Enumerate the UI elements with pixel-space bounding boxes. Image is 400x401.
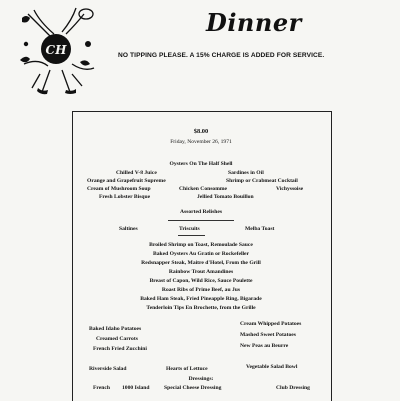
entree-item: Baked Ham Steak, Fried Pineapple Ring, Bigarade xyxy=(140,296,262,302)
dressings-label: Dressings: xyxy=(188,376,214,382)
menu-date: Friday, November 26, 1971 xyxy=(170,139,232,145)
side-creamed-carrots: Creamed Carrots xyxy=(96,336,138,342)
starter-bouillon: Jellied Tomato Bouillon xyxy=(197,194,254,200)
salad-riverside: Riverside Salad xyxy=(89,366,127,372)
cracker-saltines: Saltines xyxy=(119,226,138,232)
entree-item: Roast Ribs of Prime Beef, au Jus xyxy=(161,287,241,293)
starter-grapefruit: Orange and Grapefruit Supreme xyxy=(87,178,166,184)
service-charge-notice: NO TIPPING PLEASE. A 15% CHARGE IS ADDED FOR SERVICE. xyxy=(118,52,325,59)
salad-hearts: Hearts of Lettuce xyxy=(166,366,208,372)
starter-oysters: Oysters On The Half Shell xyxy=(169,161,233,167)
dressing-club: Club Dressing xyxy=(276,385,310,391)
entree-item: Baked Oysters Au Gratin or Rockefeller xyxy=(152,251,250,257)
side-french-zucchini: French Fried Zucchini xyxy=(93,346,147,352)
starter-mushroom-soup: Cream of Mushroom Soup xyxy=(87,186,151,192)
side-baked-idaho: Baked Idaho Potatoes xyxy=(89,326,142,332)
entree-item: Breast of Capon, Wild Rice, Sauce Poulette xyxy=(149,278,253,284)
starter-consomme: Chicken Consomme xyxy=(179,186,228,192)
starter-cocktail: Shrimp or Crabmeat Cocktail xyxy=(226,178,298,184)
entree-item: Redsnapper Steak, Maitre d'Hotel, From the Grill xyxy=(141,260,261,266)
menu-price: $8.00 xyxy=(193,128,209,135)
side-cream-whipped: Cream Whipped Potatoes xyxy=(240,321,302,327)
starter-sardines: Sardines in Oil xyxy=(228,170,264,176)
entree-item: Broiled Shrimp on Toast, Remoulade Sauce xyxy=(149,242,253,248)
side-new-peas: New Peas au Beurre xyxy=(240,343,289,349)
starter-v8: Chilled V-8 Juice xyxy=(116,170,157,176)
entree-item: Rainbow Trout Amandines xyxy=(168,269,234,275)
starter-bisque: Fresh Lobster Bisque xyxy=(99,194,151,200)
logo-monogram: CH xyxy=(45,43,67,57)
divider-rule xyxy=(168,220,234,221)
relishes: Assorted Relishes xyxy=(179,209,223,215)
cracker-melba: Melba Toast xyxy=(245,226,275,232)
entree-item: Tenderloin Tips En Brochette, from the Grille xyxy=(146,305,256,311)
triscuits-underline xyxy=(178,235,205,236)
cracker-triscuits: Triscuits xyxy=(179,226,200,232)
dressing-french: French xyxy=(93,385,110,391)
dressing-1000-island: 1000 Island xyxy=(122,385,150,391)
page-title: Dinner xyxy=(206,8,302,37)
salad-vegetable: Vegetable Salad Bowl xyxy=(246,364,298,370)
side-mashed-sweet: Mashed Sweet Potatoes xyxy=(240,332,296,338)
golf-tennis-emblem-icon xyxy=(14,4,98,96)
starter-vichyssoise: Vichyssoise xyxy=(276,186,304,192)
dressing-special-cheese: Special Cheese Dressing xyxy=(164,385,222,391)
